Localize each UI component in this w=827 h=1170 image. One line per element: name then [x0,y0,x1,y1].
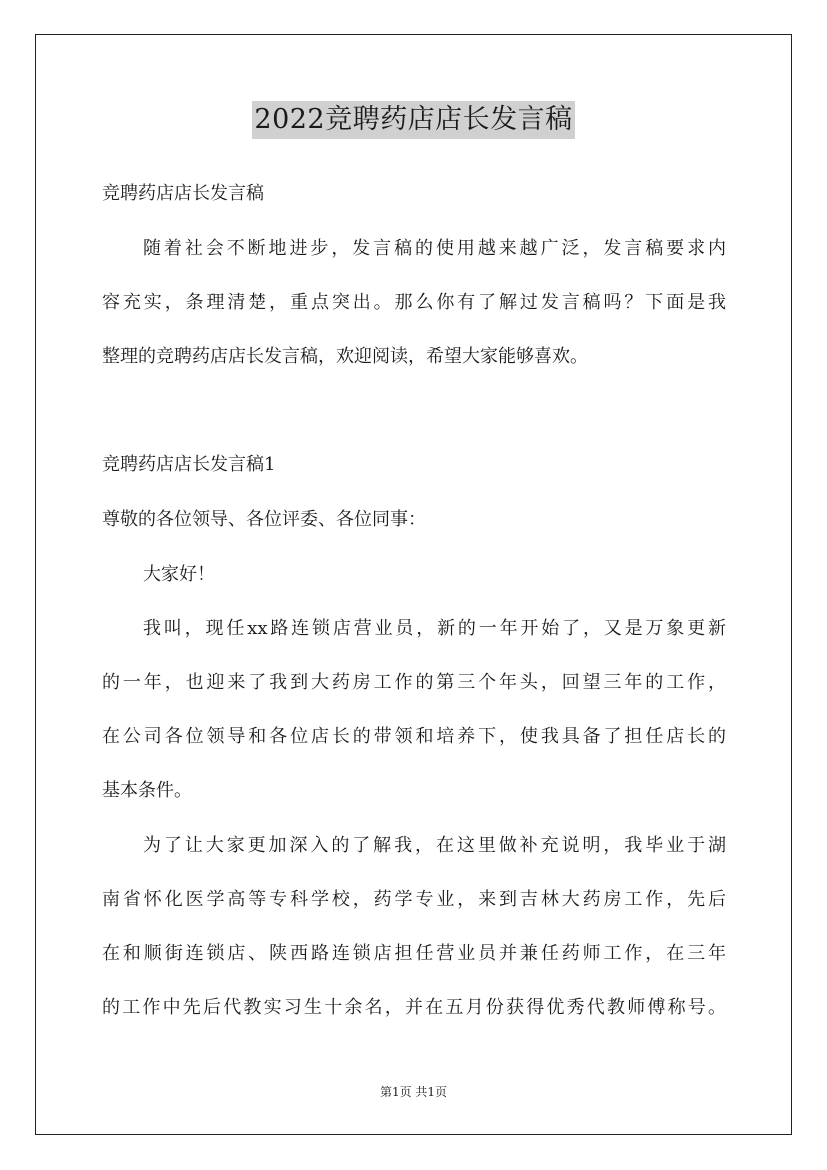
section-heading: 竞聘药店店长发言稿1 [102,454,276,475]
paragraph1-line-2: 的一年，也迎来了我到大药房工作的第三个年头，回望三年的工作， [102,672,726,693]
salutation: 尊敬的各位领导、各位评委、各位同事： [102,509,426,530]
title-container [0,101,827,139]
paragraph2-line-2: 南省怀化医学高等专科学校，药学专业，来到吉林大药房工作，先后 [102,889,726,910]
paragraph2-line-3: 在和顺街连锁店、陕西路连锁店担任营业员并兼任药师工作，在三年 [102,943,726,964]
intro-line-2: 容充实，条理清楚，重点突出。那么你有了解过发言稿吗？下面是我 [102,292,726,313]
page-number: 第1页 共1页 [379,1085,448,1099]
paragraph2-line-4: 的工作中先后代教实习生十余名，并在五月份获得优秀代教师傅称号。 [102,997,726,1018]
paragraph1-line-4: 基本条件。 [102,780,192,801]
paragraph1-line-1: 我叫，现任xx路连锁店营业员，新的一年开始了，又是万象更新 [143,618,726,639]
paragraph2-line-1: 为了让大家更加深入的了解我，在这里做补充说明，我毕业于湖 [143,835,726,856]
subtitle: 竞聘药店店长发言稿 [102,183,264,204]
intro-line-3: 整理的竞聘药店店长发言稿，欢迎阅读，希望大家能够喜欢。 [102,346,588,367]
greeting: 大家好！ [143,564,215,585]
paragraph1-line-3: 在公司各位领导和各位店长的带领和培养下，使我具备了担任店长的 [102,726,726,747]
intro-line-1: 随着社会不断地进步，发言稿的使用越来越广泛，发言稿要求内 [143,238,726,259]
document-title: 2022竞聘药店店长发言稿 [252,101,574,139]
